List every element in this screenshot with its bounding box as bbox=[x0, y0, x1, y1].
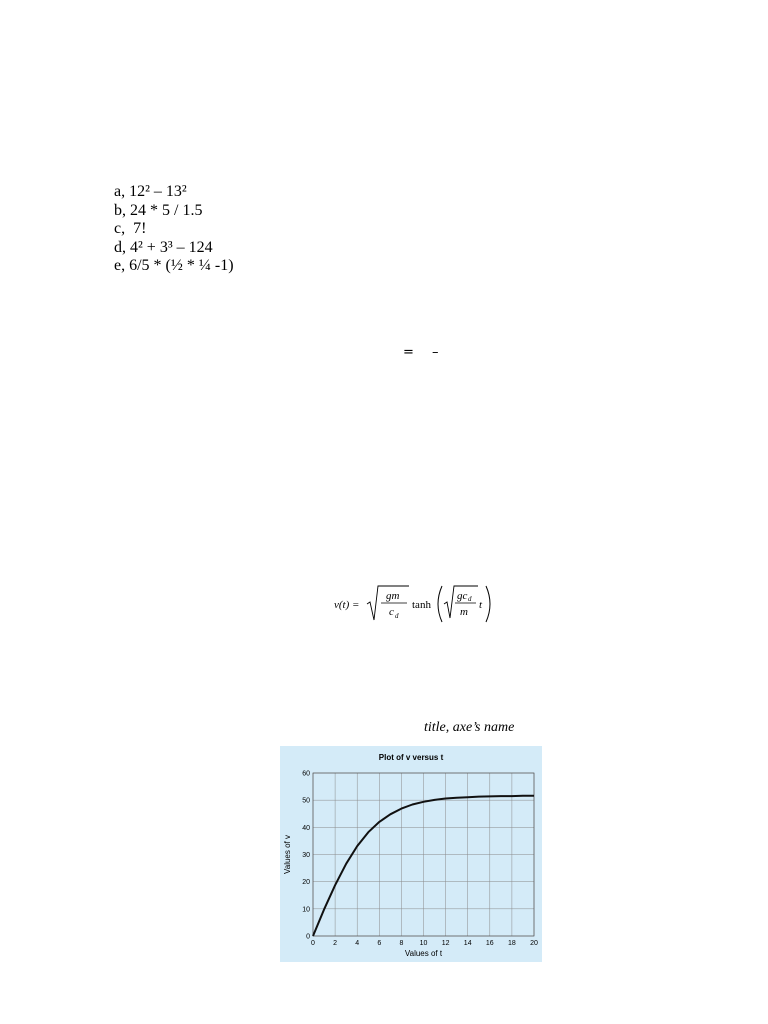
exercise-list bbox=[114, 183, 234, 276]
exercise-c: c, 7! bbox=[114, 220, 147, 237]
x-tick-label-8: 16 bbox=[485, 940, 494, 947]
formula-den2: m bbox=[460, 606, 468, 618]
formula-den1-sub: d bbox=[395, 612, 399, 620]
velocity-formula bbox=[334, 580, 494, 628]
formula-var: t bbox=[479, 599, 483, 611]
x-tick-label-9: 18 bbox=[508, 940, 516, 947]
exercise-d: d, 4² + 3³ – 124 bbox=[114, 238, 213, 256]
y-tick-label-6: 60 bbox=[302, 770, 310, 778]
exercise-a: a, 12² – 13² bbox=[114, 183, 187, 200]
x-tick-label-7: 14 bbox=[463, 940, 472, 947]
x-tick-label-0: 0 bbox=[311, 940, 315, 947]
plot-svg bbox=[280, 746, 542, 962]
grid-lines bbox=[313, 773, 534, 936]
formula-lhs: v(t) = bbox=[334, 599, 360, 611]
x-tick-label-3: 6 bbox=[377, 940, 382, 947]
y-tick-label-0: 0 bbox=[306, 933, 310, 941]
formula-num2-sub: d bbox=[468, 595, 472, 603]
formula-den1: c bbox=[389, 606, 394, 618]
formula-func: tanh bbox=[412, 599, 431, 611]
formula-num2: gc bbox=[457, 590, 468, 602]
plot-title: Plot of v versus t bbox=[378, 753, 444, 762]
formula-num1: gm bbox=[386, 590, 400, 602]
exercise-e: e, 6/5 * (½ * ¼ -1) bbox=[114, 257, 234, 274]
minus-sign: – bbox=[432, 345, 439, 360]
y-tick-label-2: 20 bbox=[302, 879, 310, 887]
y-tick-label-3: 30 bbox=[302, 852, 310, 859]
x-tick-label-2: 4 bbox=[355, 940, 360, 947]
x-tick-label-4: 8 bbox=[399, 940, 404, 947]
y-tick-label-1: 10 bbox=[302, 906, 310, 914]
y-tick-label-5: 50 bbox=[302, 797, 310, 805]
x-tick-label-1: 2 bbox=[333, 940, 338, 947]
x-tick-label-5: 10 bbox=[419, 940, 428, 947]
equals-sign: = bbox=[403, 345, 414, 360]
x-axis-label: Values of t bbox=[404, 949, 443, 958]
x-tick-label-6: 12 bbox=[441, 940, 450, 947]
y-tick-label-4: 40 bbox=[302, 824, 310, 832]
exercise-b: b, 24 * 5 / 1.5 bbox=[114, 201, 203, 219]
caption: title, axe’s name bbox=[424, 720, 515, 735]
y-axis-label: Values of v bbox=[283, 835, 292, 874]
velocity-plot bbox=[280, 746, 542, 962]
x-tick-label-10: 20 bbox=[530, 940, 538, 947]
